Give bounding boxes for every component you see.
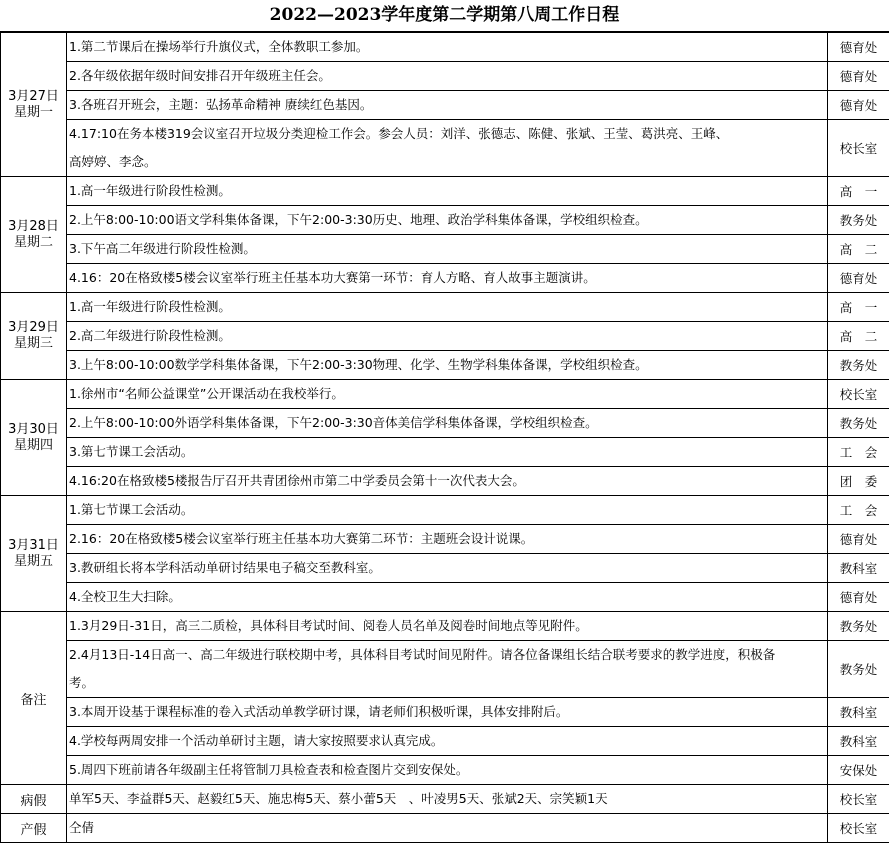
dept-cell: 高 二 <box>828 235 889 264</box>
task-item: 4.16:20在格致楼5楼报告厅召开共青团徐州市第二中学委员会第十一次代表大会。 <box>67 467 828 496</box>
dept-cell: 教务处 <box>828 351 889 380</box>
dept-cell: 德育处 <box>828 33 889 62</box>
task-item: 4.全校卫生大扫除。 <box>67 583 828 612</box>
note-item: 2.4月13日-14日高一、高二年级进行联校期中考，具体科目考试时间见附件。请各位备课组长结合联考要求的教学进度，积极备考。 <box>67 641 828 698</box>
task-item: 1.第二节课后在操场举行升旗仪式，全体教职工参加。 <box>67 33 828 62</box>
dept-cell: 德育处 <box>828 91 889 120</box>
task-item: 2.16：20在格致楼5楼会议室举行班主任基本功大赛第二环节：主题班会设计说课。 <box>67 525 828 554</box>
dept-cell: 教务处 <box>828 409 889 438</box>
maternity-leave-list: 仝倩 <box>67 814 828 843</box>
day-date: 3月28日 <box>1 219 66 235</box>
task-item: 4.16：20在格致楼5楼会议室举行班主任基本功大赛第一环节：育人方略、育人故事主题演讲。 <box>67 264 828 293</box>
task-item: 2.上午8:00-10:00语文学科集体备课，下午2:00-3:30历史、地理、政治学科集体备课，学校组织检查。 <box>67 206 828 235</box>
day-weekday: 星期五 <box>1 554 66 570</box>
dept-cell: 教科室 <box>828 727 889 756</box>
day-date: 3月30日 <box>1 422 66 438</box>
day-wednesday <box>1 293 67 380</box>
day-weekday: 星期三 <box>1 336 66 352</box>
day-friday <box>1 496 67 612</box>
dept-cell: 德育处 <box>828 525 889 554</box>
dept-cell: 校长室 <box>828 380 889 409</box>
task-item: 2.上午8:00-10:00外语学科集体备课，下午2:00-3:30音体美信学科集体备课，学校组织检查。 <box>67 409 828 438</box>
day-monday <box>1 33 67 177</box>
dept-cell: 团 委 <box>828 467 889 496</box>
dept-cell: 教科室 <box>828 554 889 583</box>
dept-cell: 工 会 <box>828 438 889 467</box>
note-item: 5.周四下班前请各年级副主任将管制刀具检查表和检查图片交到安保处。 <box>67 756 828 785</box>
dept-cell: 高 一 <box>828 293 889 322</box>
dept-cell: 高 二 <box>828 322 889 351</box>
day-weekday: 星期一 <box>1 105 66 121</box>
day-date: 3月27日 <box>1 89 66 105</box>
dept-cell: 德育处 <box>828 583 889 612</box>
task-item: 3.各班召开班会，主题：弘扬革命精神 赓续红色基因。 <box>67 91 828 120</box>
dept-cell: 安保处 <box>828 756 889 785</box>
notes-label: 备注 <box>1 612 67 785</box>
task-item: 3.下午高二年级进行阶段性检测。 <box>67 235 828 264</box>
schedule-table <box>0 32 889 843</box>
task-item: 3.第七节课工会活动。 <box>67 438 828 467</box>
task-item: 1.高一年级进行阶段性检测。 <box>67 177 828 206</box>
dept-cell: 校长室 <box>828 120 889 177</box>
note-item: 1.3月29日-31日，高三二质检，具体科目考试时间、阅卷人员名单及阅卷时间地点等见附件。 <box>67 612 828 641</box>
dept-cell: 教科室 <box>828 698 889 727</box>
task-item: 4.17:10在务本楼319会议室召开垃圾分类迎检工作会。参会人员：刘洋、张德志、陈健、张斌、王莹、葛洪亮、王峰、高婷婷、李念。 <box>67 120 828 177</box>
task-item: 2.各年级依据年级时间安排召开年级班主任会。 <box>67 62 828 91</box>
day-tuesday <box>1 177 67 293</box>
sick-leave-label: 病假 <box>1 785 67 814</box>
dept-cell: 高 一 <box>828 177 889 206</box>
dept-cell: 德育处 <box>828 62 889 91</box>
dept-cell: 教务处 <box>828 206 889 235</box>
task-item: 3.上午8:00-10:00数学学科集体备课，下午2:00-3:30物理、化学、生物学科集体备课，学校组织检查。 <box>67 351 828 380</box>
task-item: 1.第七节课工会活动。 <box>67 496 828 525</box>
day-thursday <box>1 380 67 496</box>
maternity-leave-label: 产假 <box>1 814 67 843</box>
dept-cell: 工 会 <box>828 496 889 525</box>
task-item: 1.高一年级进行阶段性检测。 <box>67 293 828 322</box>
day-date: 3月31日 <box>1 538 66 554</box>
sick-leave-list: 单军5天、李益群5天、赵毅红5天、施忠梅5天、蔡小蕾5天 、叶凌男5天、张斌2天、宗笑颖1天 <box>67 785 828 814</box>
day-weekday: 星期二 <box>1 235 66 251</box>
day-weekday: 星期四 <box>1 438 66 454</box>
day-date: 3月29日 <box>1 320 66 336</box>
dept-cell: 教务处 <box>828 612 889 641</box>
task-item: 3.教研组长将本学科活动单研讨结果电子稿交至教科室。 <box>67 554 828 583</box>
dept-cell: 德育处 <box>828 264 889 293</box>
task-item: 2.高二年级进行阶段性检测。 <box>67 322 828 351</box>
task-item: 1.徐州市“名师公益课堂”公开课活动在我校举行。 <box>67 380 828 409</box>
dept-cell: 校长室 <box>828 814 889 843</box>
schedule-title: 2022—2023学年度第二学期第八周工作日程 <box>0 0 889 32</box>
note-item: 3.本周开设基于课程标准的卷入式活动单教学研讨课，请老师们积极听课，具体安排附后。 <box>67 698 828 727</box>
note-item: 4.学校每两周安排一个活动单研讨主题，请大家按照要求认真完成。 <box>67 727 828 756</box>
dept-cell: 校长室 <box>828 785 889 814</box>
dept-cell: 教务处 <box>828 641 889 698</box>
